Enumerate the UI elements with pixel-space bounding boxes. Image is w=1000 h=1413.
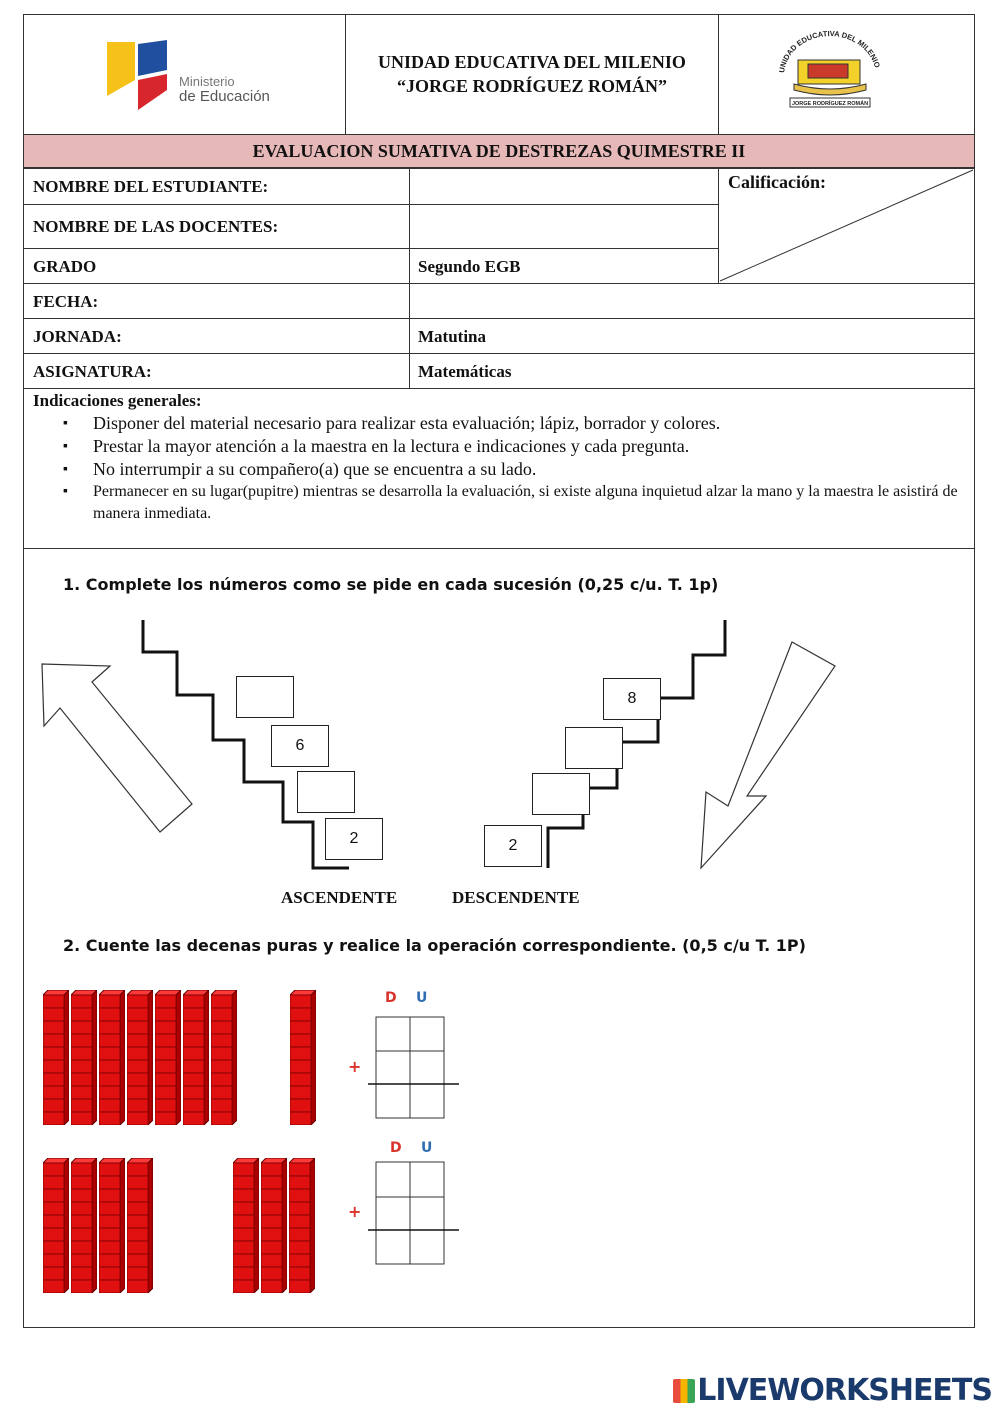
liveworksheets-logo[interactable]: [673, 1373, 992, 1408]
question-2-text: 2. Cuente las decenas puras y realice la operación correspondiente. (0,5 c/u T. 1P): [63, 936, 806, 955]
student-label: NOMBRE DEL ESTUDIANTE:: [33, 177, 269, 196]
teachers-label: NOMBRE DE LAS DOCENTES:: [33, 217, 279, 236]
grade-label: GRADO: [33, 257, 97, 276]
school-seal: [770, 30, 890, 112]
ten-rod: [155, 990, 181, 1125]
tens-column-label: D: [385, 990, 397, 1006]
ten-rod: [233, 1158, 259, 1293]
score-label: Calificación:: [728, 172, 826, 192]
descending-box-3[interactable]: [532, 773, 590, 815]
descending-box-2[interactable]: [565, 727, 623, 769]
ten-rod: [289, 1158, 315, 1293]
descending-label: DESCENDENTE: [452, 888, 580, 907]
ministry-logo: [105, 40, 275, 120]
ten-rod: [261, 1158, 287, 1293]
ten-rod: [99, 990, 125, 1125]
ten-rod: [71, 990, 97, 1125]
ten-rod: [290, 990, 316, 1125]
ascending-label: ASCENDENTE: [281, 888, 398, 907]
seal-ribbon-text: JORGE RODRÍGUEZ ROMÁN: [791, 101, 869, 107]
ten-rod: [127, 1158, 153, 1293]
units-column-label: U: [421, 1140, 433, 1156]
school-name: [345, 14, 719, 134]
tens-blocks-row2-group-b: [233, 1158, 317, 1293]
shift-label: JORNADA:: [33, 327, 122, 346]
tens-blocks-row1-group-a: [43, 990, 239, 1125]
ascending-box-4[interactable]: 2: [325, 818, 383, 860]
place-value-grid-row1[interactable]: [346, 1015, 464, 1120]
date-field[interactable]: [409, 283, 975, 319]
subject-value: Matemáticas: [418, 362, 512, 381]
subject-label: ASIGNATURA:: [33, 362, 152, 381]
school-name-line2: “JORGE RODRÍGUEZ ROMÁN”: [396, 76, 667, 96]
seal-arc-text: UNIDAD EDUCATIVA DEL MILENIO: [777, 30, 882, 74]
instructions-list: [33, 412, 973, 525]
instruction-item: ▪ Permanecer en su lugar(pupitre) mientras se desarrolla la evaluación, si existe alguna inquietud alzar la mano y la maestra le asistirá de manera inmediata.: [93, 481, 973, 525]
ascending-box-1[interactable]: [236, 676, 294, 718]
tens-blocks-row2-group-a: [43, 1158, 155, 1293]
instruction-item: ▪ Prestar la mayor atención a la maestra en la lectura e indicaciones y cada pregunta.: [93, 435, 973, 458]
plus-operator: +: [348, 1202, 362, 1221]
grade-value: Segundo EGB: [418, 257, 521, 276]
ten-rod: [211, 990, 237, 1125]
descending-arrow-icon: [701, 642, 835, 868]
instruction-item: ▪ No interrumpir a su compañero(a) que se encuentra a su lado.: [93, 458, 973, 481]
ministry-name-line2: de Educación: [179, 88, 270, 105]
teachers-name-field[interactable]: [409, 204, 719, 249]
descending-box-1[interactable]: 8: [603, 678, 661, 720]
ascending-box-3[interactable]: [297, 771, 355, 813]
date-label: FECHA:: [33, 292, 99, 311]
ten-rod: [183, 990, 209, 1125]
tens-blocks-row1-group-b: [290, 990, 318, 1125]
instructions-heading: Indicaciones generales:: [33, 391, 202, 410]
units-column-label: U: [416, 990, 428, 1006]
brand-text: LIVEWORKSHEETS: [697, 1373, 992, 1408]
evaluation-title: EVALUACION SUMATIVA DE DESTREZAS QUIMESTRE II: [24, 134, 974, 168]
ascending-arrow-icon: [42, 664, 192, 832]
ten-rod: [43, 1158, 69, 1293]
ten-rod: [127, 990, 153, 1125]
tens-column-label: D: [390, 1140, 402, 1156]
ten-rod: [71, 1158, 97, 1293]
instruction-item: ▪ Disponer del material necesario para realizar esta evaluación; lápiz, borrador y colores.: [93, 412, 973, 435]
school-name-line1: UNIDAD EDUCATIVA DEL MILENIO: [378, 52, 686, 72]
question-1-text: 1. Complete los números como se pide en cada sucesión (0,25 c/u. T. 1p): [63, 575, 719, 594]
shift-value: Matutina: [418, 327, 486, 346]
descending-box-4[interactable]: 2: [484, 825, 542, 867]
place-value-grid-row2[interactable]: [346, 1160, 464, 1266]
ten-rod: [43, 990, 69, 1125]
ascending-box-2[interactable]: 6: [271, 725, 329, 767]
student-name-field[interactable]: [409, 168, 719, 205]
ten-rod: [99, 1158, 125, 1293]
instructions: [33, 390, 973, 525]
brand-icon: [673, 1379, 695, 1403]
shift-value-cell: [409, 318, 975, 354]
ministry-name-line1: Ministerio: [179, 74, 235, 89]
plus-operator: +: [348, 1057, 362, 1076]
